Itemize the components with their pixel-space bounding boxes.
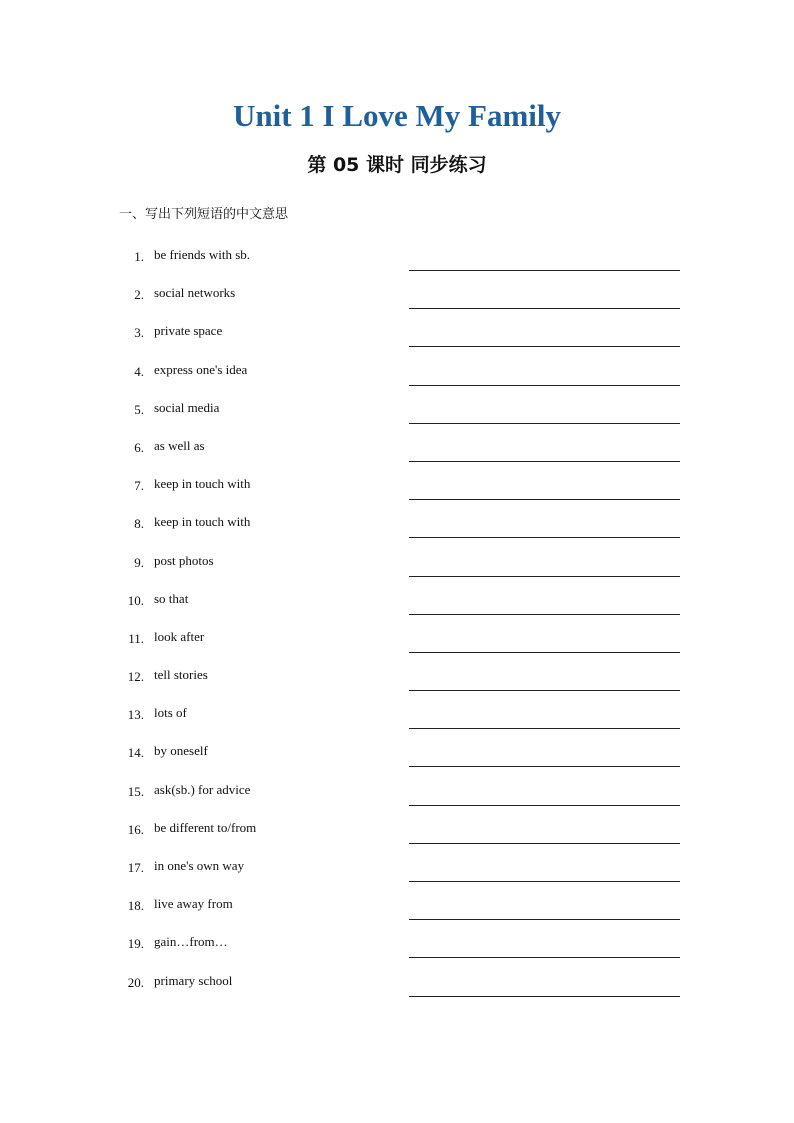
item-number: 16. — [127, 821, 144, 837]
list-item — [0, 819, 794, 857]
answer-blank-line[interactable] — [409, 346, 680, 347]
list-item — [0, 628, 794, 666]
item-phrase: post photos — [154, 552, 214, 568]
item-phrase: tell stories — [154, 667, 208, 683]
answer-blank-line[interactable] — [409, 805, 680, 806]
item-number: 6. — [134, 439, 144, 455]
answer-blank-line[interactable] — [409, 423, 680, 424]
section-heading: 一、写出下列短语的中文意思 — [119, 207, 289, 222]
list-item — [0, 513, 794, 551]
answer-blank-line[interactable] — [409, 996, 680, 997]
item-phrase: social networks — [154, 285, 236, 301]
item-phrase: keep in touch with — [154, 514, 251, 530]
answer-blank-line[interactable] — [409, 499, 680, 500]
item-number: 13. — [127, 707, 144, 723]
item-number: 17. — [127, 860, 144, 875]
item-number: 18. — [127, 898, 144, 914]
list-item — [0, 666, 794, 704]
item-number: 1. — [134, 249, 144, 264]
list-item — [0, 437, 794, 475]
item-phrase: look after — [154, 628, 205, 644]
item-phrase: keep in touch with — [154, 476, 251, 492]
list-item — [0, 246, 794, 284]
list-item — [0, 361, 794, 399]
list-item — [0, 857, 794, 895]
item-phrase: ask(sb.) for advice — [154, 781, 251, 797]
list-item — [0, 322, 794, 360]
item-phrase: be different to/from — [154, 819, 257, 835]
list-item — [0, 590, 794, 628]
list-item — [0, 972, 794, 1010]
item-number: 8. — [134, 516, 144, 532]
item-phrase: as well as — [154, 437, 205, 453]
answer-blank-line[interactable] — [409, 614, 680, 615]
list-item — [0, 552, 794, 590]
phrase-list — [0, 246, 794, 1010]
item-phrase: private space — [154, 323, 223, 339]
item-number: 4. — [134, 363, 144, 379]
list-item — [0, 284, 794, 322]
list-item — [0, 781, 794, 819]
item-phrase: express one's idea — [154, 361, 248, 377]
list-item — [0, 895, 794, 933]
list-item — [0, 933, 794, 971]
item-number: 7. — [134, 478, 144, 494]
item-number: 9. — [134, 554, 144, 570]
item-phrase: in one's own way — [154, 858, 245, 873]
item-phrase: primary school — [154, 972, 233, 988]
item-number: 15. — [127, 783, 144, 799]
item-phrase: social media — [154, 399, 220, 415]
item-number: 20. — [127, 974, 144, 990]
answer-blank-line[interactable] — [409, 576, 680, 577]
document-title: Unit 1 I Love My Family — [232, 98, 562, 133]
answer-blank-line[interactable] — [409, 308, 680, 309]
answer-blank-line[interactable] — [409, 728, 680, 729]
answer-blank-line[interactable] — [409, 766, 680, 767]
list-item — [0, 704, 794, 742]
item-number: 3. — [134, 325, 144, 341]
item-number: 14. — [127, 745, 144, 761]
answer-blank-line[interactable] — [409, 843, 680, 844]
item-number: 19. — [127, 936, 144, 952]
answer-blank-line[interactable] — [409, 537, 680, 538]
list-item — [0, 475, 794, 513]
answer-blank-line[interactable] — [409, 690, 680, 691]
item-phrase: be friends with sb. — [154, 247, 251, 262]
item-number: 10. — [127, 592, 144, 608]
answer-blank-line[interactable] — [409, 957, 680, 958]
item-number: 5. — [134, 401, 144, 417]
answer-blank-line[interactable] — [409, 919, 680, 920]
answer-blank-line[interactable] — [409, 270, 680, 271]
item-phrase: live away from — [154, 896, 233, 912]
lesson-subtitle: 第 05 课时 同步练习 — [307, 154, 487, 176]
list-item — [0, 399, 794, 437]
item-number: 12. — [127, 669, 144, 685]
answer-blank-line[interactable] — [409, 461, 680, 462]
answer-blank-line[interactable] — [409, 881, 680, 882]
item-phrase: lots of — [154, 705, 187, 721]
item-number: 11. — [128, 630, 144, 646]
answer-blank-line[interactable] — [409, 652, 680, 653]
answer-blank-line[interactable] — [409, 385, 680, 386]
item-phrase: by oneself — [154, 743, 208, 759]
list-item — [0, 742, 794, 780]
item-phrase: gain…from… — [154, 934, 228, 950]
item-number: 2. — [134, 287, 144, 303]
item-phrase: so that — [154, 590, 189, 606]
